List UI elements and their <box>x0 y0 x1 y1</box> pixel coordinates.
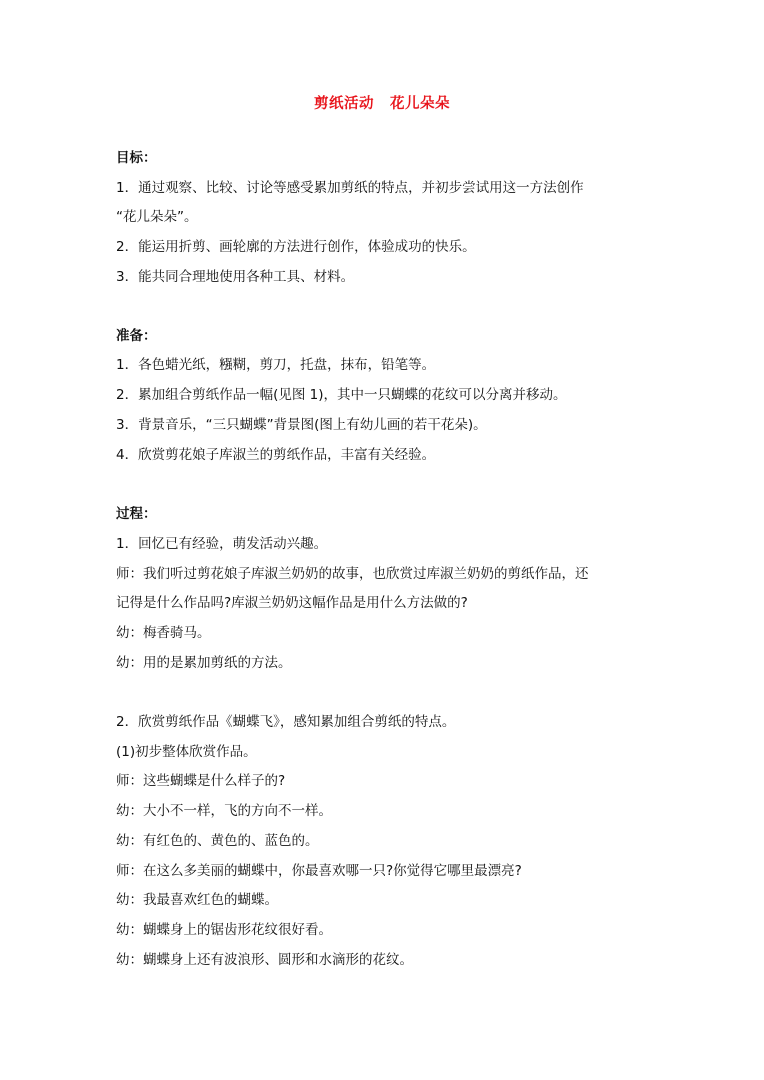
process-line: 幼：梅香骑马。 <box>116 625 211 641</box>
process-line: 师：我们听过剪花娘子库淑兰奶奶的故事，也欣赏过库淑兰奶奶的剪纸作品，还 <box>116 566 589 582</box>
process-line: 幼：蝴蝶身上的锯齿形花纹很好看。 <box>116 922 332 938</box>
process-line: 师：这些蝴蝶是什么样子的? <box>116 773 286 789</box>
goals-item: “花儿朵朵”。 <box>116 209 198 225</box>
process-line: 幼：我最喜欢红色的蝴蝶。 <box>116 892 278 908</box>
process-line: 幼：用的是累加剪纸的方法。 <box>116 655 292 671</box>
preparation-item: 1．各色蜡光纸，糨糊，剪刀，托盘，抹布，铅笔等。 <box>116 357 436 373</box>
goals-item: 2．能运用折剪、画轮廓的方法进行创作，体验成功的快乐。 <box>116 239 476 255</box>
goals-item: 1．通过观察、比较、讨论等感受累加剪纸的特点，并初步尝试用这一方法创作 <box>116 180 584 196</box>
process-line: 记得是什么作品吗?库淑兰奶奶这幅作品是用什么方法做的? <box>116 595 468 611</box>
title-part-1: 剪纸活动 <box>314 96 374 112</box>
page-title <box>0 92 764 113</box>
preparation-heading: 准备： <box>116 328 157 344</box>
process-line: 1．回忆已有经验，萌发活动兴趣。 <box>116 536 328 552</box>
process-heading: 过程： <box>116 506 157 522</box>
preparation-item: 2．累加组合剪纸作品一幅(见图 1)，其中一只蝴蝶的花纹可以分离并移动。 <box>116 387 567 403</box>
goals-heading: 目标： <box>116 150 157 166</box>
process-line: 幼：蝴蝶身上还有波浪形、圆形和水滴形的花纹。 <box>116 952 413 968</box>
process-line: (1)初步整体欣赏作品。 <box>116 744 257 760</box>
process-line: 幼：大小不一样，飞的方向不一样。 <box>116 803 332 819</box>
process-line: 幼：有红色的、黄色的、蓝色的。 <box>116 833 319 849</box>
process-line: 2．欣赏剪纸作品《蝴蝶飞》，感知累加组合剪纸的特点。 <box>116 714 456 730</box>
title-part-2: 花儿朵朵 <box>390 96 450 112</box>
preparation-item: 4．欣赏剪花娘子库淑兰的剪纸作品，丰富有关经验。 <box>116 447 436 463</box>
preparation-item: 3．背景音乐，“三只蝴蝶”背景图(图上有幼儿画的若干花朵)。 <box>116 417 487 433</box>
process-line: 师：在这么多美丽的蝴蝶中，你最喜欢哪一只?你觉得它哪里最漂亮? <box>116 863 522 879</box>
goals-item: 3．能共同合理地使用各种工具、材料。 <box>116 269 355 285</box>
